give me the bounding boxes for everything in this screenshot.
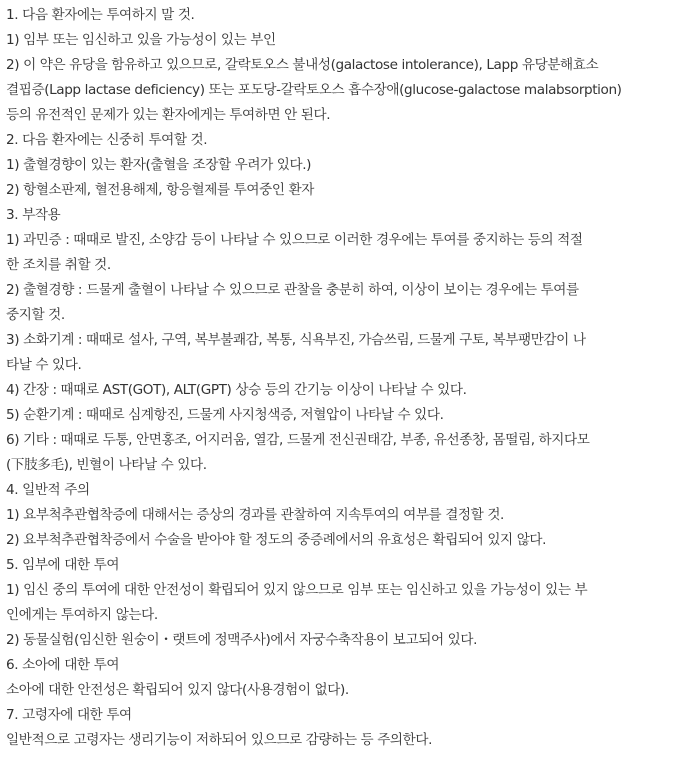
text-line: 소아에 대한 안전성은 확립되어 있지 않다(사용경험이 없다). bbox=[6, 682, 349, 698]
text-line: 3) 소화기계 : 때때로 설사, 구역, 복부불쾌감, 복통, 식욕부진, 가슴쓰림, 드물게 구토, 복부팽만감이 나 bbox=[6, 332, 586, 348]
text-line: 1) 임신 중의 투여에 대한 안전성이 확립되어 있지 않으므로 임부 또는 임신하고 있을 가능성이 있는 부 bbox=[6, 582, 588, 598]
section-heading-pediatric: 6. 소아에 대한 투여 bbox=[6, 657, 120, 673]
text-line: 2) 이 약은 유당을 함유하고 있으므로, 갈락토오스 불내성(galactose intolerance), Lapp 유당분해효소 bbox=[6, 57, 599, 73]
text-line: 2) 요부척추관협착증에서 수술을 받아야 할 정도의 중증례에서의 유효성은 확립되어 있지 않다. bbox=[6, 532, 547, 548]
text-line: 6) 기타 : 때때로 두통, 안면홍조, 어지러움, 열감, 드물게 전신권태감, 부종, 유선종창, 몸떨림, 하지다모 bbox=[6, 432, 590, 448]
text-line: 4) 간장 : 때때로 AST(GOT), ALT(GPT) 상승 등의 간기능 이상이 나타날 수 있다. bbox=[6, 382, 467, 398]
section-heading-caution: 2. 다음 환자에는 신중히 투여할 것. bbox=[6, 132, 208, 148]
text-line: 5) 순환기계 : 때때로 심계항진, 드물게 사지청색증, 저혈압이 나타날 수 있다. bbox=[6, 407, 444, 423]
section-heading-elderly: 7. 고령자에 대한 투여 bbox=[6, 707, 132, 723]
text-line: 일반적으로 고령자는 생리기능이 저하되어 있으므로 감량하는 등 주의한다. bbox=[6, 732, 433, 748]
section-heading-side-effects: 3. 부작용 bbox=[6, 207, 61, 223]
text-line: 타날 수 있다. bbox=[6, 357, 82, 373]
text-line: 1) 임부 또는 임신하고 있을 가능성이 있는 부인 bbox=[6, 32, 276, 48]
section-heading-contraindications: 1. 다음 환자에는 투여하지 말 것. bbox=[6, 7, 195, 23]
text-line: 등의 유전적인 문제가 있는 환자에게는 투여하면 안 된다. bbox=[6, 107, 331, 123]
text-line: 1) 요부척추관협착증에 대해서는 증상의 경과를 관찰하여 지속투여의 여부를 결정할 것. bbox=[6, 507, 504, 523]
text-line: 1) 출혈경향이 있는 환자(출혈을 조장할 우려가 있다.) bbox=[6, 157, 312, 173]
section-heading-pregnancy: 5. 임부에 대한 투여 bbox=[6, 557, 120, 573]
text-line: 인에게는 투여하지 않는다. bbox=[6, 607, 158, 623]
text-line: 중지할 것. bbox=[6, 307, 65, 323]
text-line: 2) 출혈경향 : 드물게 출혈이 나타날 수 있으므로 관찰을 충분히 하여, 이상이 보이는 경우에는 투여를 bbox=[6, 282, 579, 298]
text-line: 결핍증(Lapp lactase deficiency) 또는 포도당-갈락토오스 흡수장애(glucose-galactose malabsorption) bbox=[6, 82, 622, 98]
text-line: 한 조치를 취할 것. bbox=[6, 257, 111, 273]
text-line: 2) 항혈소판제, 혈전용해제, 항응혈제를 투여중인 환자 bbox=[6, 182, 314, 198]
text-line: (下肢多毛), 빈혈이 나타날 수 있다. bbox=[6, 457, 207, 473]
section-heading-general-precautions: 4. 일반적 주의 bbox=[6, 482, 90, 498]
text-line: 1) 과민증 : 때때로 발진, 소양감 등이 나타날 수 있으므로 이러한 경우에는 투여를 중지하는 등의 적절 bbox=[6, 232, 583, 248]
document-body bbox=[6, 3, 668, 753]
text-line: 2) 동물실험(임신한 원숭이・랫트에 정맥주사)에서 자궁수축작용이 보고되어 있다. bbox=[6, 632, 478, 648]
